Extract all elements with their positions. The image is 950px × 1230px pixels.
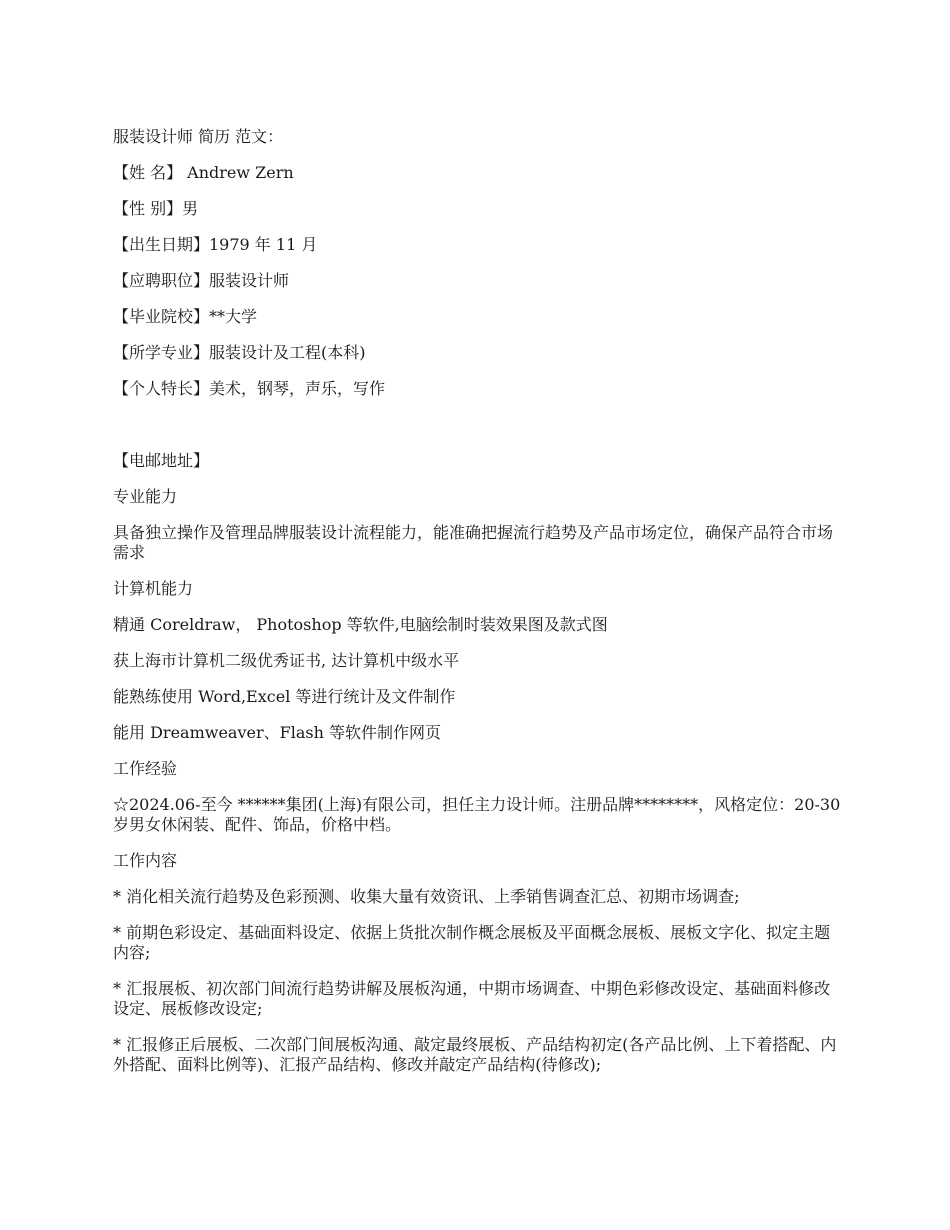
work-item: * 前期色彩设定、基础面料设定、依据上货批次制作概念展板及平面概念展板、展板文字化、拟定主题内容; bbox=[113, 923, 831, 962]
work-item: * 消化相关流行趋势及色彩预测、收集大量有效资讯、上季销售调查汇总、初期市场调查; bbox=[113, 887, 740, 906]
personal-position: 【应聘职位】服装设计师 bbox=[113, 271, 290, 290]
document-title: 服装设计师 简历 范文： bbox=[113, 127, 284, 146]
computer-item: 精通 Coreldraw， Photoshop 等软件,电脑绘制时装效果图及款式图 bbox=[113, 615, 608, 634]
computer-heading: 计算机能力 bbox=[113, 579, 194, 598]
personal-gender: 【性 别】男 bbox=[113, 199, 199, 218]
blank-line bbox=[113, 415, 843, 451]
computer-item: 能熟练使用 Word,Excel 等进行统计及文件制作 bbox=[113, 687, 456, 706]
email-label: 【电邮地址】 bbox=[113, 451, 210, 470]
skills-text: 具备独立操作及管理品牌服装设计流程能力，能准确把握流行趋势及产品市场定位，确保产品符合市场需求 bbox=[113, 523, 834, 562]
computer-item: 获上海市计算机二级优秀证书, 达计算机中级水平 bbox=[113, 651, 460, 670]
work-item: * 汇报展板、初次部门间流行趋势讲解及展板沟通，中期市场调查、中期色彩修改设定、基础面料修改设定、展板修改设定; bbox=[113, 979, 831, 1018]
work-content-heading: 工作内容 bbox=[113, 851, 178, 870]
personal-major: 【所学专业】服装设计及工程(本科) bbox=[113, 343, 366, 362]
personal-name: 【姓 名】 Andrew Zern bbox=[113, 163, 294, 182]
personal-school: 【毕业院校】**大学 bbox=[113, 307, 258, 326]
work-item: * 汇报修正后展板、二次部门间展板沟通、敲定最终展板、产品结构初定(各产品比例、上下着搭配、内外搭配、面料比例等)、汇报产品结构、修改并敲定产品结构(待修改); bbox=[113, 1035, 837, 1074]
personal-talents: 【个人特长】美术，钢琴，声乐，写作 bbox=[113, 379, 386, 398]
experience-heading: 工作经验 bbox=[113, 759, 178, 778]
experience-text: ☆2024.06-至今 ******集团(上海)有限公司，担任主力设计师。注册品牌********，风格定位：20-30 岁男女休闲装、配件、饰品，价格中档。 bbox=[113, 795, 846, 834]
personal-birthdate: 【出生日期】1979 年 11 月 bbox=[113, 235, 318, 254]
resume-document bbox=[113, 127, 846, 1091]
computer-item: 能用 Dreamweaver、Flash 等软件制作网页 bbox=[113, 723, 441, 742]
skills-heading: 专业能力 bbox=[113, 487, 178, 506]
